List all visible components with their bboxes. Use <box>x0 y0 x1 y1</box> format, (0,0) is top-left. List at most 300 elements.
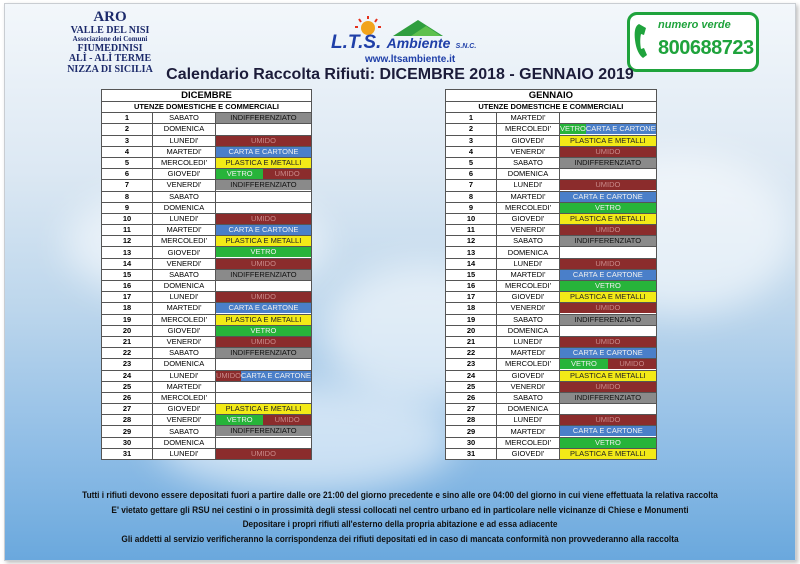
gennaio-subtitle: UTENZE DOMESTICHE E COMMERCIALI <box>446 102 657 113</box>
weekday: GIOVEDI' <box>497 292 560 303</box>
gennaio-row <box>446 370 657 381</box>
day-number: 19 <box>102 314 153 325</box>
gennaio-row <box>446 292 657 303</box>
dicembre-subtitle: UTENZE DOMESTICHE E COMMERCIALI <box>102 102 312 113</box>
collection-cell <box>560 415 657 426</box>
weekday: MERCOLEDI' <box>153 314 216 325</box>
collection-cell <box>216 314 312 325</box>
gennaio-row <box>446 180 657 191</box>
dicembre-month: DICEMBRE <box>102 90 312 102</box>
collection-cell <box>216 448 312 459</box>
day-number: 30 <box>102 437 153 448</box>
gennaio-row <box>446 303 657 314</box>
day-number: 19 <box>446 314 497 325</box>
day-number: 5 <box>446 157 497 168</box>
collection-type: VETRO <box>216 247 311 257</box>
day-number: 14 <box>446 258 497 269</box>
collection-type: INDIFFERENZIATO <box>216 180 311 190</box>
collection-cell <box>216 281 312 292</box>
dicembre-row <box>102 113 312 124</box>
collection-type: PLASTICA E METALLI <box>216 315 311 325</box>
day-number: 11 <box>102 225 153 236</box>
day-number: 29 <box>446 426 497 437</box>
collection-cell <box>216 415 312 426</box>
gennaio-row <box>446 225 657 236</box>
day-number: 20 <box>446 325 497 336</box>
collection-type: INDIFFERENZIATO <box>216 113 311 123</box>
collection-type: CARTA E CARTONE <box>560 192 656 202</box>
collection-cell <box>560 325 657 336</box>
collection-type: INDIFFERENZIATO <box>216 348 311 358</box>
dicembre-table <box>101 89 312 460</box>
gennaio-row <box>446 314 657 325</box>
collection-cell <box>560 146 657 157</box>
weekday: MERCOLEDI' <box>153 157 216 168</box>
weekday: VENERDI' <box>497 303 560 314</box>
weekday: SABATO <box>153 426 216 437</box>
gennaio-row <box>446 348 657 359</box>
gennaio-row <box>446 247 657 258</box>
weekday: VENERDI' <box>497 146 560 157</box>
weekday: SABATO <box>497 392 560 403</box>
collection-type: UMIDO <box>560 382 656 392</box>
weekday: DOMENICA <box>153 281 216 292</box>
collection-type: VETRO <box>560 359 608 369</box>
weekday: MARTEDI' <box>153 225 216 236</box>
dicembre-row <box>102 292 312 303</box>
weekday: SABATO <box>497 314 560 325</box>
gennaio-row <box>446 146 657 157</box>
collection-type: CARTA E CARTONE <box>216 225 311 235</box>
collection-type: UMIDO <box>560 225 656 235</box>
dicembre-row <box>102 404 312 415</box>
day-number: 28 <box>446 415 497 426</box>
collection-cell <box>560 370 657 381</box>
day-number: 1 <box>102 113 153 124</box>
weekday: DOMENICA <box>153 202 216 213</box>
gennaio-row <box>446 236 657 247</box>
dicembre-row <box>102 437 312 448</box>
day-number: 26 <box>102 392 153 403</box>
weekday: MERCOLEDI' <box>497 359 560 370</box>
dicembre-row <box>102 448 312 459</box>
collection-type: UMIDO <box>560 147 656 157</box>
gennaio-row <box>446 336 657 347</box>
weekday: MARTEDI' <box>497 426 560 437</box>
collection-cell <box>560 404 657 415</box>
collection-type: UMIDO <box>560 337 656 347</box>
dicembre-row <box>102 314 312 325</box>
collection-type: CARTA E CARTONE <box>560 348 656 358</box>
day-number: 2 <box>446 124 497 135</box>
collection-cell <box>560 437 657 448</box>
collection-type: VETRO <box>216 169 263 179</box>
weekday: GIOVEDI' <box>153 247 216 258</box>
collection-cell <box>216 180 312 191</box>
dicembre-row <box>102 348 312 359</box>
collection-cell <box>560 157 657 168</box>
collection-type: UMIDO <box>560 180 656 190</box>
dicembre-row <box>102 281 312 292</box>
collection-type: UMIDO <box>216 136 311 146</box>
collection-cell <box>560 225 657 236</box>
collection-type: VETRO <box>216 326 311 336</box>
collection-cell <box>216 370 312 381</box>
footer-line-4: Gli addetti al servizio verificheranno la corrispondenza dei rifiuti depositati ed in caso di mancata conformità non provvederanno alla raccolta <box>121 533 679 544</box>
weekday: LUNEDI' <box>497 180 560 191</box>
collection-cell <box>216 303 312 314</box>
gennaio-row <box>446 448 657 459</box>
weekday: SABATO <box>153 269 216 280</box>
collection-type: INDIFFERENZIATO <box>560 393 656 403</box>
weekday: VENERDI' <box>497 225 560 236</box>
collection-cell <box>216 258 312 269</box>
gennaio-row <box>446 191 657 202</box>
collection-type: VETRO <box>560 281 656 291</box>
dicembre-row <box>102 180 312 191</box>
weekday: GIOVEDI' <box>497 213 560 224</box>
collection-type: CARTA E CARTONE <box>560 426 656 436</box>
phone-icon <box>633 22 655 60</box>
gennaio-row <box>446 113 657 124</box>
collection-cell <box>216 404 312 415</box>
collection-type: UMIDO <box>608 359 656 369</box>
footer-notes <box>37 488 764 546</box>
day-number: 9 <box>446 202 497 213</box>
weekday: VENERDI' <box>153 180 216 191</box>
aro-comune-1: FIUMEDINISI <box>77 42 143 54</box>
lts-ambiente: Ambiente <box>386 35 451 51</box>
aro-valle: VALLE DEL NISI <box>70 24 150 36</box>
day-number: 1 <box>446 113 497 124</box>
weekday: MERCOLEDI' <box>497 281 560 292</box>
collection-cell <box>560 359 657 370</box>
collection-type: UMIDO <box>216 292 311 302</box>
collection-cell <box>216 146 312 157</box>
collection-type: UMIDO <box>560 259 656 269</box>
dicembre-row <box>102 392 312 403</box>
weekday: GIOVEDI' <box>153 325 216 336</box>
day-number: 29 <box>102 426 153 437</box>
collection-cell <box>216 202 312 213</box>
weekday: MERCOLEDI' <box>497 124 560 135</box>
weekday: SABATO <box>153 348 216 359</box>
day-number: 15 <box>446 269 497 280</box>
weekday: GIOVEDI' <box>497 135 560 146</box>
collection-cell <box>560 135 657 146</box>
weekday: DOMENICA <box>153 359 216 370</box>
collection-type: UMIDO <box>263 415 310 425</box>
day-number: 13 <box>102 247 153 258</box>
dicembre-row <box>102 359 312 370</box>
weekday: LUNEDI' <box>153 135 216 146</box>
gennaio-row <box>446 281 657 292</box>
dicembre-row <box>102 225 312 236</box>
collection-cell <box>216 225 312 236</box>
gennaio-row <box>446 426 657 437</box>
collection-type: INDIFFERENZIATO <box>560 158 656 168</box>
weekday: MERCOLEDI' <box>153 236 216 247</box>
collection-type: PLASTICA E METALLI <box>216 158 311 168</box>
collection-cell <box>560 336 657 347</box>
dicembre-row <box>102 202 312 213</box>
calendar-sheet <box>4 3 796 561</box>
weekday: MARTEDI' <box>497 348 560 359</box>
collection-type: PLASTICA E METALLI <box>216 236 311 246</box>
dicembre-row <box>102 213 312 224</box>
weekday: MARTEDI' <box>153 381 216 392</box>
collection-cell <box>560 169 657 180</box>
collection-cell <box>560 448 657 459</box>
day-number: 21 <box>446 336 497 347</box>
collection-type: PLASTICA E METALLI <box>560 449 656 459</box>
weekday: LUNEDI' <box>153 448 216 459</box>
footer-line-1: Tutti i rifiuti devono essere depositati fuori a partire dalle ore 21:00 del giorno precedente e sino alle ore 04:00 del giorno in cui viene effettuata la relativa raccolta <box>82 490 718 500</box>
collection-type: UMIDO <box>216 259 311 269</box>
collection-cell <box>560 113 657 124</box>
collection-cell <box>560 269 657 280</box>
numero-verde-number[interactable]: 800688723 <box>658 37 754 59</box>
collection-cell <box>216 191 312 202</box>
weekday: SABATO <box>497 236 560 247</box>
collection-cell <box>216 124 312 135</box>
collection-type: INDIFFERENZIATO <box>216 270 311 280</box>
collection-cell <box>216 113 312 124</box>
day-number: 6 <box>102 169 153 180</box>
collection-type: CARTA E CARTONE <box>585 124 656 134</box>
collection-cell <box>560 191 657 202</box>
day-number: 12 <box>446 236 497 247</box>
gennaio-row <box>446 325 657 336</box>
weekday: MARTEDI' <box>497 191 560 202</box>
day-number: 15 <box>102 269 153 280</box>
collection-cell <box>216 135 312 146</box>
collection-cell <box>216 325 312 336</box>
weekday: LUNEDI' <box>153 213 216 224</box>
dicembre-row <box>102 415 312 426</box>
gennaio-row <box>446 157 657 168</box>
collection-type: UMIDO <box>216 214 311 224</box>
day-number: 25 <box>446 381 497 392</box>
collection-type: UMIDO <box>560 303 656 313</box>
collection-type: PLASTICA E METALLI <box>560 136 656 146</box>
weekday: DOMENICA <box>153 124 216 135</box>
footer-line-3: Depositare i propri rifiuti all'esterno della propria abitazione e ad essa adiacente <box>242 519 558 529</box>
numero-verde-label: numero verde <box>658 19 731 31</box>
website-link[interactable]: www.ltsambiente.it <box>365 54 456 65</box>
gennaio-table <box>445 89 657 460</box>
collection-cell <box>216 157 312 168</box>
gennaio-row <box>446 258 657 269</box>
day-number: 13 <box>446 247 497 258</box>
aro-comune-2: ALÌ - ALÌ TERME <box>68 53 152 65</box>
collection-cell <box>216 392 312 403</box>
collection-cell <box>560 348 657 359</box>
lts-snc: S.N.C. <box>455 43 477 50</box>
collection-cell <box>216 426 312 437</box>
collection-type: INDIFFERENZIATO <box>560 236 656 246</box>
dicembre-row <box>102 370 312 381</box>
day-number: 23 <box>446 359 497 370</box>
collection-type: PLASTICA E METALLI <box>560 214 656 224</box>
dicembre-row <box>102 426 312 437</box>
lts-name: L.T.S. <box>331 32 382 53</box>
collection-cell <box>216 437 312 448</box>
numero-verde-box <box>627 12 759 72</box>
weekday: MERCOLEDI' <box>497 437 560 448</box>
dicembre-row <box>102 124 312 135</box>
day-number: 27 <box>102 404 153 415</box>
weekday: DOMENICA <box>497 404 560 415</box>
collection-cell <box>216 213 312 224</box>
collection-cell <box>560 314 657 325</box>
collection-cell <box>216 381 312 392</box>
day-number: 6 <box>446 169 497 180</box>
weekday: LUNEDI' <box>153 292 216 303</box>
weekday: VENERDI' <box>153 258 216 269</box>
day-number: 31 <box>446 448 497 459</box>
weekday: SABATO <box>497 157 560 168</box>
collection-cell <box>560 124 657 135</box>
gennaio-row <box>446 415 657 426</box>
collection-cell <box>216 236 312 247</box>
weekday: GIOVEDI' <box>497 448 560 459</box>
weekday: LUNEDI' <box>497 336 560 347</box>
aro-title: ARO <box>93 9 127 25</box>
day-number: 8 <box>446 191 497 202</box>
dicembre-row <box>102 381 312 392</box>
collection-type: VETRO <box>560 124 586 134</box>
dicembre-row <box>102 258 312 269</box>
weekday: LUNEDI' <box>497 415 560 426</box>
gennaio-row <box>446 437 657 448</box>
collection-cell <box>560 292 657 303</box>
day-number: 10 <box>102 213 153 224</box>
gennaio-row <box>446 135 657 146</box>
collection-type: UMIDO <box>216 370 241 380</box>
collection-cell <box>560 392 657 403</box>
collection-type: UMIDO <box>216 337 311 347</box>
weekday: MERCOLEDI' <box>497 202 560 213</box>
day-number: 17 <box>446 292 497 303</box>
day-number: 23 <box>102 359 153 370</box>
lts-brand <box>331 32 476 54</box>
day-number: 18 <box>102 303 153 314</box>
day-number: 27 <box>446 404 497 415</box>
day-number: 2 <box>102 124 153 135</box>
dicembre-row <box>102 325 312 336</box>
collection-type: INDIFFERENZIATO <box>560 315 656 325</box>
gennaio-row <box>446 392 657 403</box>
day-number: 24 <box>446 370 497 381</box>
day-number: 9 <box>102 202 153 213</box>
collection-cell <box>560 281 657 292</box>
gennaio-row <box>446 359 657 370</box>
collection-cell <box>560 247 657 258</box>
gennaio-row <box>446 213 657 224</box>
weekday: GIOVEDI' <box>153 404 216 415</box>
collection-cell <box>216 336 312 347</box>
collection-cell <box>216 169 312 180</box>
day-number: 30 <box>446 437 497 448</box>
collection-type: INDIFFERENZIATO <box>216 426 311 436</box>
collection-cell <box>560 213 657 224</box>
collection-cell <box>216 348 312 359</box>
collection-type: VETRO <box>216 415 263 425</box>
collection-type: CARTA E CARTONE <box>216 303 311 313</box>
weekday: SABATO <box>153 113 216 124</box>
gennaio-row <box>446 269 657 280</box>
day-number: 16 <box>102 281 153 292</box>
day-number: 5 <box>102 157 153 168</box>
day-number: 16 <box>446 281 497 292</box>
weekday: MARTEDI' <box>497 113 560 124</box>
weekday: MARTEDI' <box>153 303 216 314</box>
day-number: 22 <box>102 348 153 359</box>
dicembre-row <box>102 191 312 202</box>
weekday: MARTEDI' <box>497 269 560 280</box>
collection-type: CARTA E CARTONE <box>560 270 656 280</box>
dicembre-row <box>102 236 312 247</box>
weekday: MARTEDI' <box>153 146 216 157</box>
collection-cell <box>560 236 657 247</box>
aro-associazione: Associazione dei Comuni <box>72 35 148 44</box>
weekday: DOMENICA <box>497 169 560 180</box>
collection-cell <box>560 202 657 213</box>
collection-cell <box>216 269 312 280</box>
collection-type: UMIDO <box>560 415 656 425</box>
collection-type: UMIDO <box>216 449 311 459</box>
collection-cell <box>560 258 657 269</box>
collection-cell <box>216 359 312 370</box>
dicembre-row <box>102 269 312 280</box>
collection-cell <box>216 292 312 303</box>
collection-type: VETRO <box>560 438 656 448</box>
dicembre-row <box>102 303 312 314</box>
day-number: 7 <box>446 180 497 191</box>
day-number: 3 <box>102 135 153 146</box>
day-number: 10 <box>446 213 497 224</box>
day-number: 25 <box>102 381 153 392</box>
collection-type: VETRO <box>560 203 656 213</box>
day-number: 20 <box>102 325 153 336</box>
collection-type: CARTA E CARTONE <box>241 370 311 380</box>
dicembre-row <box>102 146 312 157</box>
weekday: GIOVEDI' <box>153 169 216 180</box>
day-number: 8 <box>102 191 153 202</box>
day-number: 3 <box>446 135 497 146</box>
dicembre-row <box>102 247 312 258</box>
collection-cell <box>216 247 312 258</box>
collection-type: PLASTICA E METALLI <box>216 404 311 414</box>
aro-comune-3: NIZZA DI SICILIA <box>67 63 153 75</box>
weekday: VENERDI' <box>153 336 216 347</box>
day-number: 21 <box>102 336 153 347</box>
collection-type: UMIDO <box>263 169 310 179</box>
footer-line-2: E' vietato gettare gli RSU nei cestini o in prossimità degli stessi collocati nel centro urbano ed in particolare nelle vicinanze di Chiese e Monumenti <box>111 504 689 515</box>
weekday: DOMENICA <box>153 437 216 448</box>
collection-cell <box>560 426 657 437</box>
day-number: 4 <box>102 146 153 157</box>
gennaio-row <box>446 124 657 135</box>
gennaio-row <box>446 202 657 213</box>
weekday: SABATO <box>153 191 216 202</box>
weekday: VENERDI' <box>497 381 560 392</box>
weekday: MERCOLEDI' <box>153 392 216 403</box>
collection-type: CARTA E CARTONE <box>216 147 311 157</box>
day-number: 26 <box>446 392 497 403</box>
gennaio-month: GENNAIO <box>446 90 657 102</box>
